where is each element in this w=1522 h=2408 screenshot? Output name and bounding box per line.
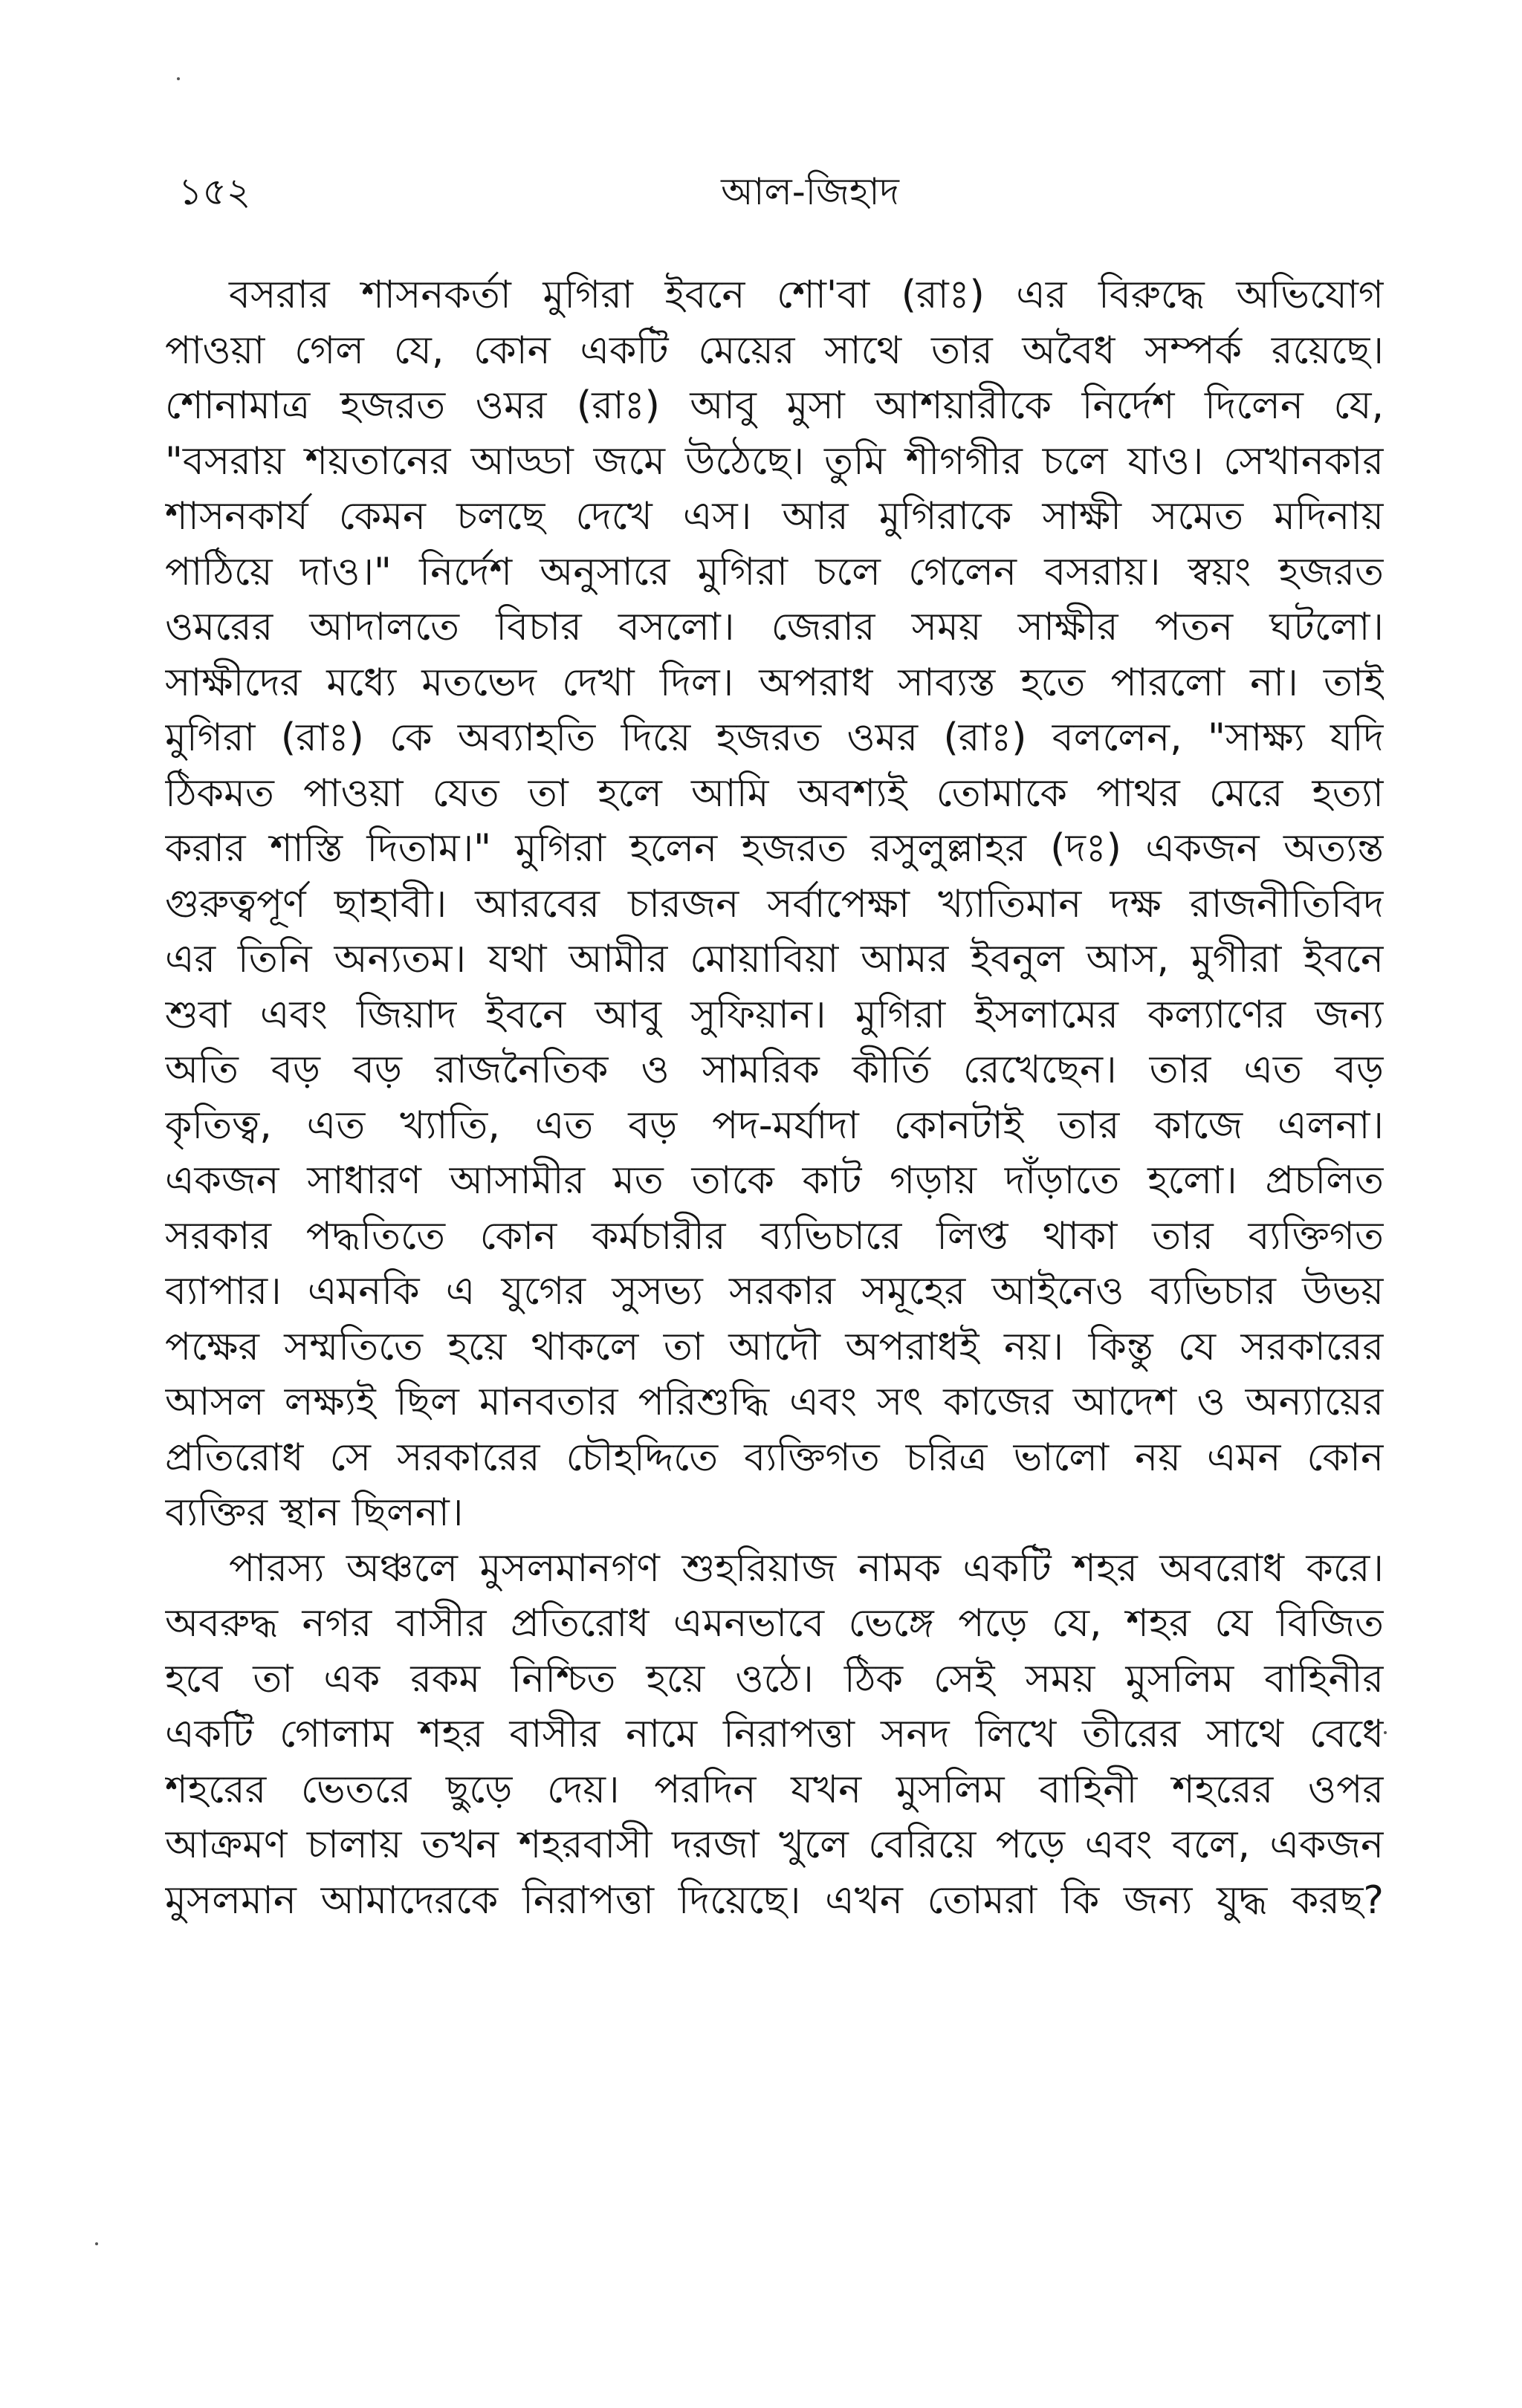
page-header (178, 162, 1382, 221)
text-line: শাসনকার্য কেমন চলছে দেখে এস। আর মুগিরাকে সাক্ষী সমেত মদিনায় (165, 494, 1384, 539)
text-line: "বসরায় শয়তানের আড্ডা জমে উঠেছে। তুমি শীগগীর চলে যাও। সেখানকার (165, 438, 1384, 484)
text-line: কৃতিত্ব, এত খ্যাতি, এত বড় পদ-মর্যাদা কোনটাই তার কাজে এলনা। (165, 1103, 1384, 1148)
text-line: বসরার শাসনকর্তা মুগিরা ইবনে শো'বা (রাঃ) এর বিরুদ্ধে অভিযোগ (229, 273, 1384, 317)
text-line: ওমরের আদালতে বিচার বসলো। জেরার সময় সাক্ষীর পতন ঘটলো। (165, 605, 1384, 649)
page-number: ১৫২ (178, 170, 251, 213)
text-line: করার শাস্তি দিতাম।" মুগিরা হলেন হজরত রসুলুল্লাহর (দঃ) একজন অত্যন্ত (165, 826, 1384, 871)
scan-speck (177, 77, 180, 80)
text-line: আসল লক্ষ্যই ছিল মানবতার পরিশুদ্ধি এবং সৎ কাজের আদেশ ও অন্যায়ের (165, 1380, 1384, 1424)
text-line: মুগিরা (রাঃ) কে অব্যাহতি দিয়ে হজরত ওমর (রাঃ) বললেন, "সাক্ষ্য যদি (165, 715, 1384, 760)
running-title: আল-জিহাদ (721, 170, 899, 213)
text-line: মুসলমান আমাদেরকে নিরাপত্তা দিয়েছে। এখন তোমরা কি জন্য যুদ্ধ করছ? (165, 1878, 1384, 1923)
text-line: পাঠিয়ে দাও।" নির্দেশ অনুসারে মুগিরা চলে গেলেন বসরায়। স্বয়ং হজরত (165, 549, 1384, 594)
text-line: আক্রমণ চালায় তখন শহরবাসী দরজা খুলে বেরিয়ে পড়ে এবং বলে, একজন (165, 1823, 1384, 1867)
text-line: শহরের ভেতরে ছুড়ে দেয়। পরদিন যখন মুসলিম বাহিনী শহরের ওপর (165, 1767, 1384, 1812)
text-line: হবে তা এক রকম নিশ্চিত হয়ে ওঠে। ঠিক সেই সময় মুসলিম বাহিনীর (165, 1656, 1384, 1701)
text-line: পাওয়া গেল যে, কোন একটি মেয়ের সাথে তার অবৈধ সম্পর্ক রয়েছে। (165, 328, 1384, 373)
text-line: প্রতিরোধ সে সরকারের চৌহদ্দিতে ব্যক্তিগত চরিত্র ভালো নয় এমন কোন (165, 1435, 1384, 1480)
text-line: গুরুত্বপূর্ণ ছাহাবী। আরবের চারজন সর্বাপেক্ষা খ্যাতিমান দক্ষ রাজনীতিবিদ (165, 881, 1384, 926)
text-line: অবরুদ্ধ নগর বাসীর প্রতিরোধ এমনভাবে ভেঙ্গে পড়ে যে, শহর যে বিজিত (165, 1601, 1384, 1646)
text-line: একটি গোলাম শহর বাসীর নামে নিরাপত্তা সনদ লিখে তীরের সাথে বেধে (165, 1712, 1384, 1756)
text-line: এর তিনি অন্যতম। যথা আমীর মোয়াবিয়া আমর ইবনুল আস, মুগীরা ইবনে (165, 937, 1384, 981)
scan-speck (1384, 1731, 1387, 1734)
paragraph (165, 267, 1384, 1541)
body-text (165, 267, 1384, 1928)
text-line: ব্যাপার। এমনকি এ যুগের সুসভ্য সরকার সমূহের আইনেও ব্যভিচার উভয় (165, 1269, 1384, 1314)
text-line: সরকার পদ্ধতিতে কোন কর্মচারীর ব্যভিচারে লিপ্ত থাকা তার ব্যক্তিগত (165, 1213, 1384, 1259)
text-line: পক্ষের সম্মতিতে হয়ে থাকলে তা আদৌ অপরাধই নয়। কিন্তু যে সরকারের (165, 1324, 1384, 1369)
text-line: সাক্ষীদের মধ্যে মতভেদ দেখা দিল। অপরাধ সাব্যস্ত হতে পারলো না। তাই (165, 660, 1384, 705)
text-line: ঠিকমত পাওয়া যেত তা হলে আমি অবশ্যই তোমাকে পাথর মেরে হত্যা (165, 770, 1384, 816)
text-line: শুবা এবং জিয়াদ ইবনে আবু সুফিয়ান। মুগিরা ইসলামের কল্যাণের জন্য (165, 992, 1384, 1037)
text-line: ব্যক্তির স্থান ছিলনা। (165, 1490, 464, 1535)
text-line: শোনামাত্র হজরত ওমর (রাঃ) আবু মুসা আশয়ারীকে নির্দেশ দিলেন যে, (165, 383, 1384, 428)
paragraph (165, 1541, 1384, 1929)
scan-speck (95, 2242, 98, 2245)
text-line: অতি বড় বড় রাজনৈতিক ও সামরিক কীর্তি রেখেছেন। তার এত বড় (165, 1048, 1384, 1092)
text-line: একজন সাধারণ আসামীর মত তাকে কাট গড়ায় দাঁড়াতে হলো। প্রচলিত (165, 1158, 1384, 1203)
text-line: পারস্য অঞ্চলে মুসলমানগণ শুহরিয়াজ নামক একটি শহর অবরোধ করে। (229, 1545, 1384, 1591)
